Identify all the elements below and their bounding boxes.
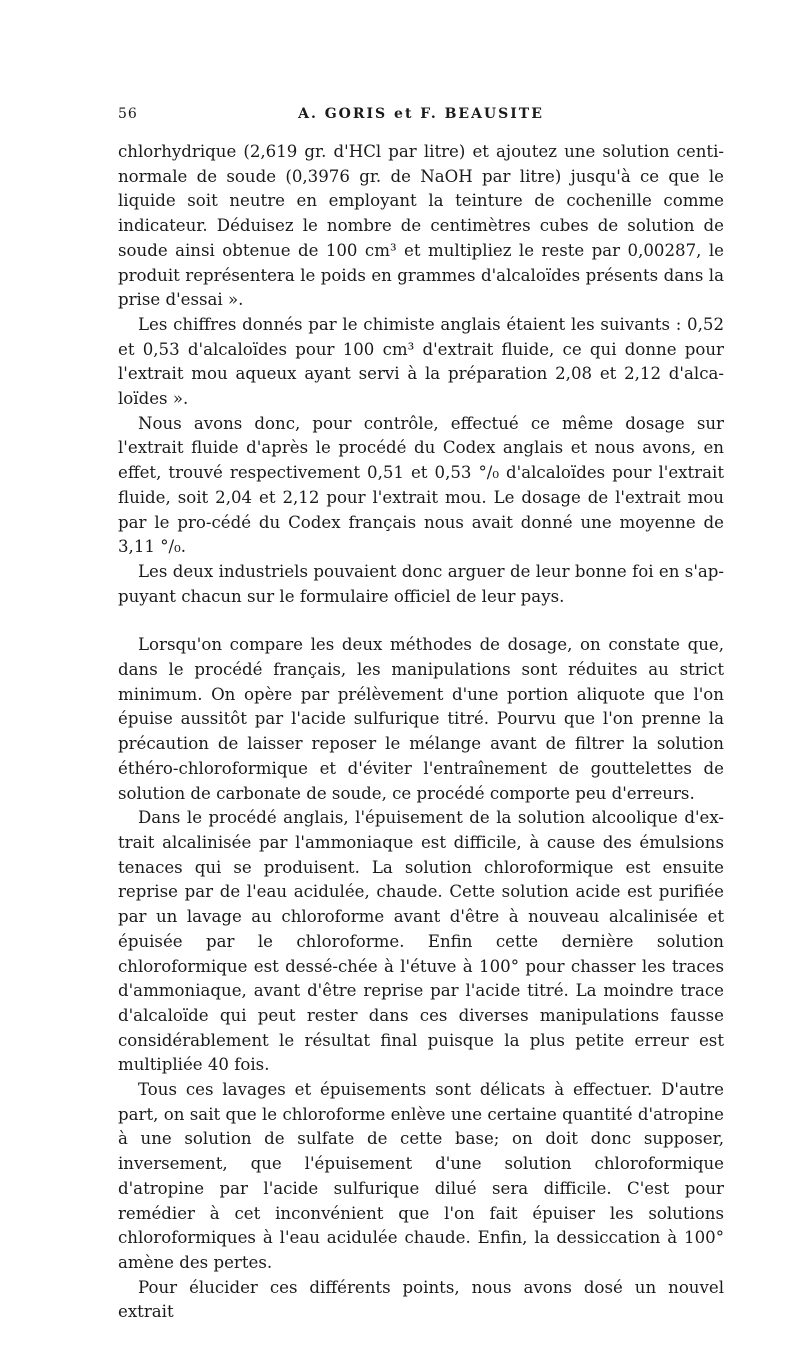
running-head: A. GORIS et F. BEAUSITE (298, 106, 544, 122)
paragraph: Lorsqu'on compare les deux méthodes de dosage, on constate que, dans le procédé français, les manipulations sont réduites au strict minimum. On opère par prélèvement d'une portion aliquote que l'on épuise aussitôt par l'acide sulfurique titré. Pourvu que l'on prenne la précaution de laisser reposer le mélange avant de filtrer la solution éthéro-chloroformique et d'éviter l'entraînement de gouttelettes de solution de carbonate de soude, ce procédé comporte peu d'erreurs. (118, 635, 724, 803)
paragraph: chlorhydrique (2,619 gr. d'HCl par litre) et ajoutez une solution centi-normale de soude (0,3976 gr. de NaOH par litre) jusqu'à ce que le liquide soit neutre en employant la teinture de cochenille comme indicateur. Déduisez le nombre de centimètres cubes de solution de soude ainsi obtenue de 100 cm³ et multipliez le reste par 0,00287, le produit représentera le poids en grammes d'alcaloïdes présents dans la prise d'essai ». (118, 142, 724, 310)
paragraph: Tous ces lavages et épuisements sont délicats à effectuer. D'autre part, on sait que le chloroforme enlève une certaine quantité d'atropine à une solution de sulfate de cette base; on doit donc supposer, inversement, que l'épuisement d'une solution chloroformique d'atropine par l'acide sulfurique dilué sera difficile. C'est pour remédier à cet inconvénient que l'on fait épuiser les solutions chloroformiques à l'eau acidulée chaude. Enfin, la dessiccation à 100° amène des pertes. (118, 1080, 724, 1272)
paragraph: Nous avons donc, pour contrôle, effectué ce même dosage sur l'extrait fluide d'après le procédé du Codex anglais et nous avons, en effet, trouvé respectivement 0,51 et 0,53 °/₀ d'alcaloïdes pour l'extrait fluide, soit 2,04 et 2,12 pour l'extrait mou. Le dosage de l'extrait mou par le pro-cédé du Codex français nous avait donné une moyenne de 3,11 °/₀. (118, 413, 724, 557)
section-gap (118, 609, 724, 633)
page-header (118, 106, 724, 130)
page-number: 56 (118, 106, 138, 122)
paragraph: Pour élucider ces différents points, nous avons dosé un nouvel extrait (118, 1277, 724, 1322)
paragraph: Les deux industriels pouvaient donc arguer de leur bonne foi en s'ap-puyant chacun sur le formulaire officiel de leur pays. (118, 561, 724, 606)
paragraph: Dans le procédé anglais, l'épuisement de la solution alcoolique d'ex-trait alcalinisée par l'ammoniaque est difficile, à cause des émulsions tenaces qui se produisent. La solution chloroformique est ensuite reprise par de l'eau acidulée, chaude. Cette solution acide est purifiée par un lavage au chloroforme avant d'être à nouveau alcalinisée et épuisée par le chloroforme. Enfin cette dernière solution chloroformique est dessé-chée à l'étuve à 100° pour chasser les traces d'ammoniaque, avant d'être reprise par l'acide titré. La moindre trace d'alcaloïde qui peut rester dans ces diverses manipulations fausse considérablement le résultat final puisque la plus petite erreur est multipliée 40 fois. (118, 808, 724, 1075)
paragraph: Les chiffres donnés par le chimiste anglais étaient les suivants : 0,52 et 0,53 d'alcaloïdes pour 100 cm³ d'extrait fluide, ce qui donne pour l'extrait mou aqueux ayant servi à la préparation 2,08 et 2,12 d'alca-loïdes ». (118, 314, 724, 409)
body-text (118, 140, 724, 1325)
